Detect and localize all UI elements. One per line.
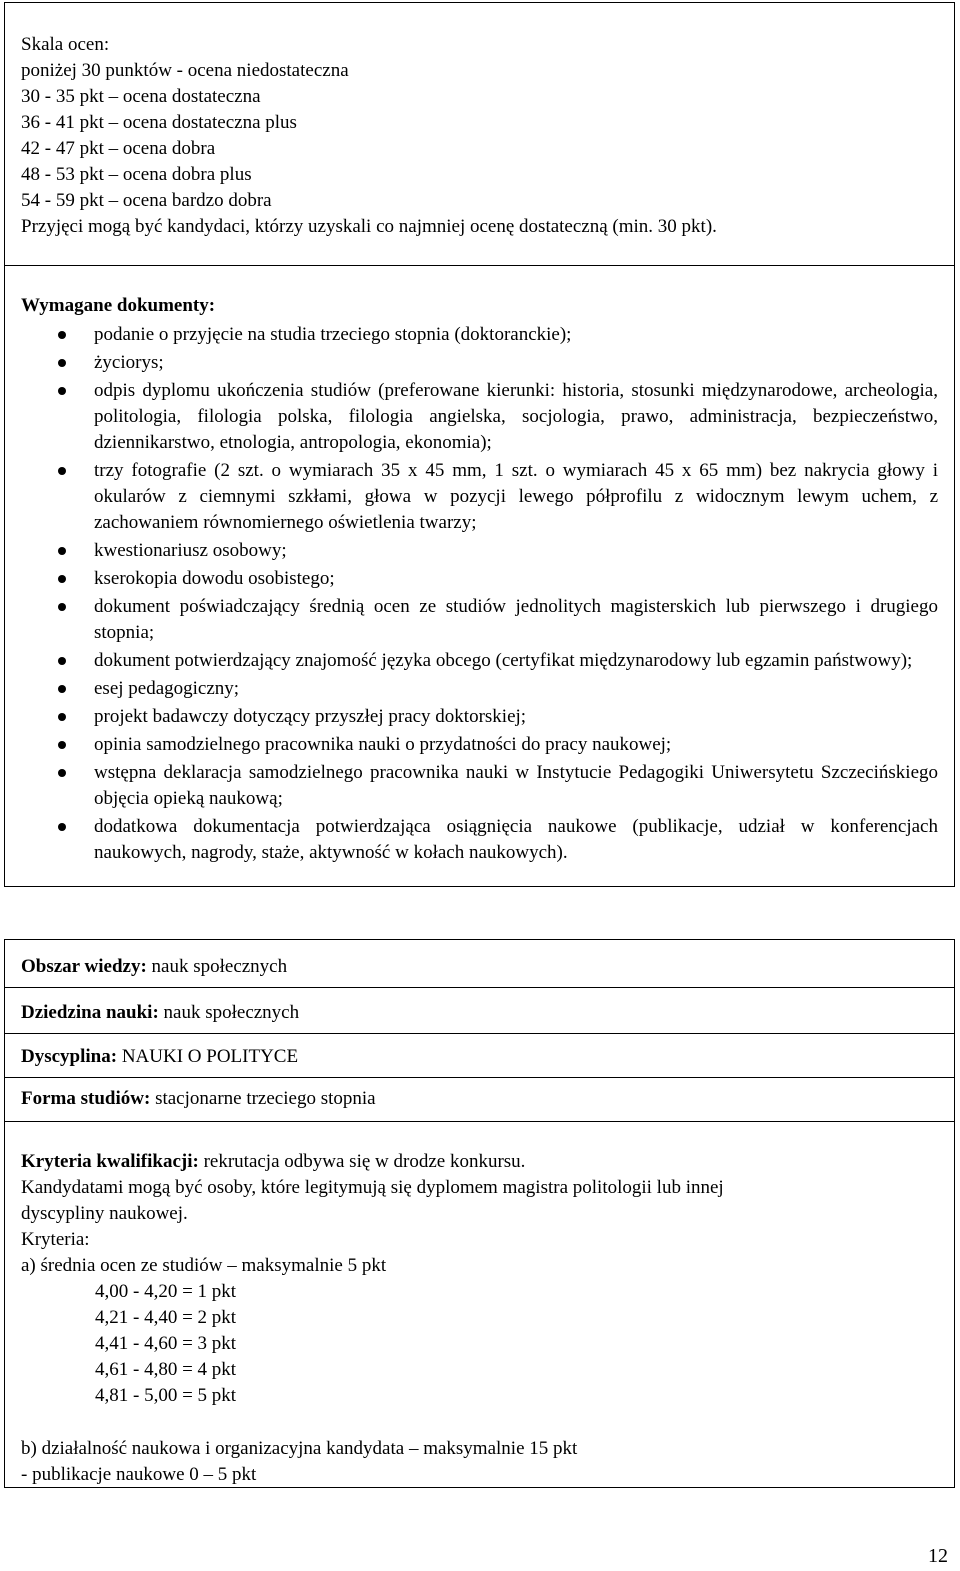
criteria-line: Kryteria: <box>21 1229 90 1250</box>
grade-line: 4,00 - 4,20 = 1 pkt <box>95 1281 237 1302</box>
criteria-value: rekrutacja odbywa się w drodze konkursu. <box>198 1151 526 1172</box>
list-item: esej pedagogiczny; <box>5 676 954 702</box>
grade-line: 4,21 - 4,40 = 2 pkt <box>95 1307 237 1328</box>
documents-section <box>5 265 954 886</box>
scale-note: Przyjęci mogą być kandydaci, którzy uzyskali co najmniej ocenę dostateczną (min. 30 pkt). <box>21 216 717 237</box>
criteria-b-line: - publikacje naukowe 0 – 5 pkt <box>21 1464 257 1485</box>
field-row <box>21 1000 299 1026</box>
bullet-icon <box>58 575 66 583</box>
bullet-icon <box>58 359 66 367</box>
scale-line: 30 - 35 pkt – ocena dostateczna <box>21 86 261 107</box>
documents-heading: Wymagane dokumenty: <box>21 295 216 316</box>
scale-line: 54 - 59 pkt – ocena bardzo dobra <box>21 190 272 211</box>
page-number: 12 <box>928 1545 948 1567</box>
grade-line: 4,81 - 5,00 = 5 pkt <box>95 1385 237 1406</box>
bullet-icon <box>58 387 66 395</box>
documents-list <box>5 322 954 868</box>
form-value: stacjonarne trzeciego stopnia <box>150 1088 376 1109</box>
recruitment-box-2 <box>4 939 955 1488</box>
discipline-label: Dyscyplina: <box>21 1046 118 1067</box>
bullet-icon <box>58 741 66 749</box>
criteria-cell <box>5 1121 954 1487</box>
bullet-icon <box>58 823 66 831</box>
list-item: dokument potwierdzający znajomość języka obcego (certyfikat międzynarodowy lub egzamin państwowy); <box>5 648 954 674</box>
list-item: życiorys; <box>5 350 954 376</box>
bullet-icon <box>58 685 66 693</box>
scale-line: 42 - 47 pkt – ocena dobra <box>21 138 216 159</box>
list-item: opinia samodzielnego pracownika nauki o przydatności do pracy naukowej; <box>5 732 954 758</box>
field-value: nauk społecznych <box>158 1002 300 1023</box>
bullet-icon <box>58 547 66 555</box>
list-item: kserokopia dowodu osobistego; <box>5 566 954 592</box>
bullet-icon <box>58 331 66 339</box>
discipline-cell <box>5 1033 954 1077</box>
scale-line: 36 - 41 pkt – ocena dostateczna plus <box>21 112 297 133</box>
scale-title: Skala ocen: <box>21 34 110 55</box>
scale-line: 48 - 53 pkt – ocena dobra plus <box>21 164 252 185</box>
form-cell <box>5 1077 954 1121</box>
bullet-icon <box>58 467 66 475</box>
list-item: wstępna deklaracja samodzielnego pracownika nauki w Instytucie Pedagogiki Uniwersytetu Szczecińskiego objęcia opieką naukową; <box>5 760 954 812</box>
discipline-row <box>21 1044 298 1070</box>
list-item: dokument poświadczający średnią ocen ze studiów jednolitych magisterskich lub pierwszego i drugiego stopnia; <box>5 594 954 646</box>
list-item: dodatkowa dokumentacja potwierdzająca osiągnięcia naukowe (publikacje, udział w konferencjach naukowych, nagrody, staże, aktywność w kołach naukowych). <box>5 814 954 866</box>
bullet-icon <box>58 713 66 721</box>
list-item: odpis dyplomu ukończenia studiów (preferowane kierunki: historia, stosunki międzynarodowe, archeologia, politologia, filologia polska, filologia angielska, socjologia, prawo, administracja, bezpieczeństwo, dziennikarstwo, etnologia, antropologia, ekonomia); <box>5 378 954 456</box>
criteria-label: Kryteria kwalifikacji: <box>21 1151 199 1172</box>
scale-line: poniżej 30 punktów - ocena niedostateczna <box>21 60 349 81</box>
form-label: Forma studiów: <box>21 1088 151 1109</box>
area-label: Obszar wiedzy: <box>21 956 147 977</box>
form-row <box>21 1086 376 1112</box>
list-item: projekt badawczy dotyczący przyszłej pracy doktorskiej; <box>5 704 954 730</box>
recruitment-box-1 <box>4 2 955 887</box>
field-cell <box>5 987 954 1033</box>
bullet-icon <box>58 769 66 777</box>
field-label: Dziedzina nauki: <box>21 1002 159 1023</box>
list-item: trzy fotografie (2 szt. o wymiarach 35 x 45 mm, 1 szt. o wymiarach 45 x 65 mm) bez nakrycia głowy i okularów z ciemnymi szkłami, głowa w pozycji lewego półprofilu z widocznym lewym uchem, z zachowaniem równomiernego oświetlenia twarzy; <box>5 458 954 536</box>
area-value: nauk społecznych <box>146 956 288 977</box>
bullet-icon <box>58 657 66 665</box>
list-item: podanie o przyjęcie na studia trzeciego stopnia (doktoranckie); <box>5 322 954 348</box>
criteria-line: Kandydatami mogą być osoby, które legitymują się dyplomem magistra politologii lub innej <box>21 1177 724 1198</box>
bullet-icon <box>58 603 66 611</box>
area-row <box>21 954 287 980</box>
grade-line: 4,61 - 4,80 = 4 pkt <box>95 1359 237 1380</box>
criteria-row <box>21 1149 525 1175</box>
list-item: kwestionariusz osobowy; <box>5 538 954 564</box>
criteria-b-line: b) działalność naukowa i organizacyjna kandydata – maksymalnie 15 pkt <box>21 1438 578 1459</box>
discipline-value: NAUKI O POLITYCE <box>117 1046 299 1067</box>
criteria-line: dyscypliny naukowej. <box>21 1203 188 1224</box>
grade-line: 4,41 - 4,60 = 3 pkt <box>95 1333 237 1354</box>
criteria-line: a) średnia ocen ze studiów – maksymalnie 5 pkt <box>21 1255 387 1276</box>
